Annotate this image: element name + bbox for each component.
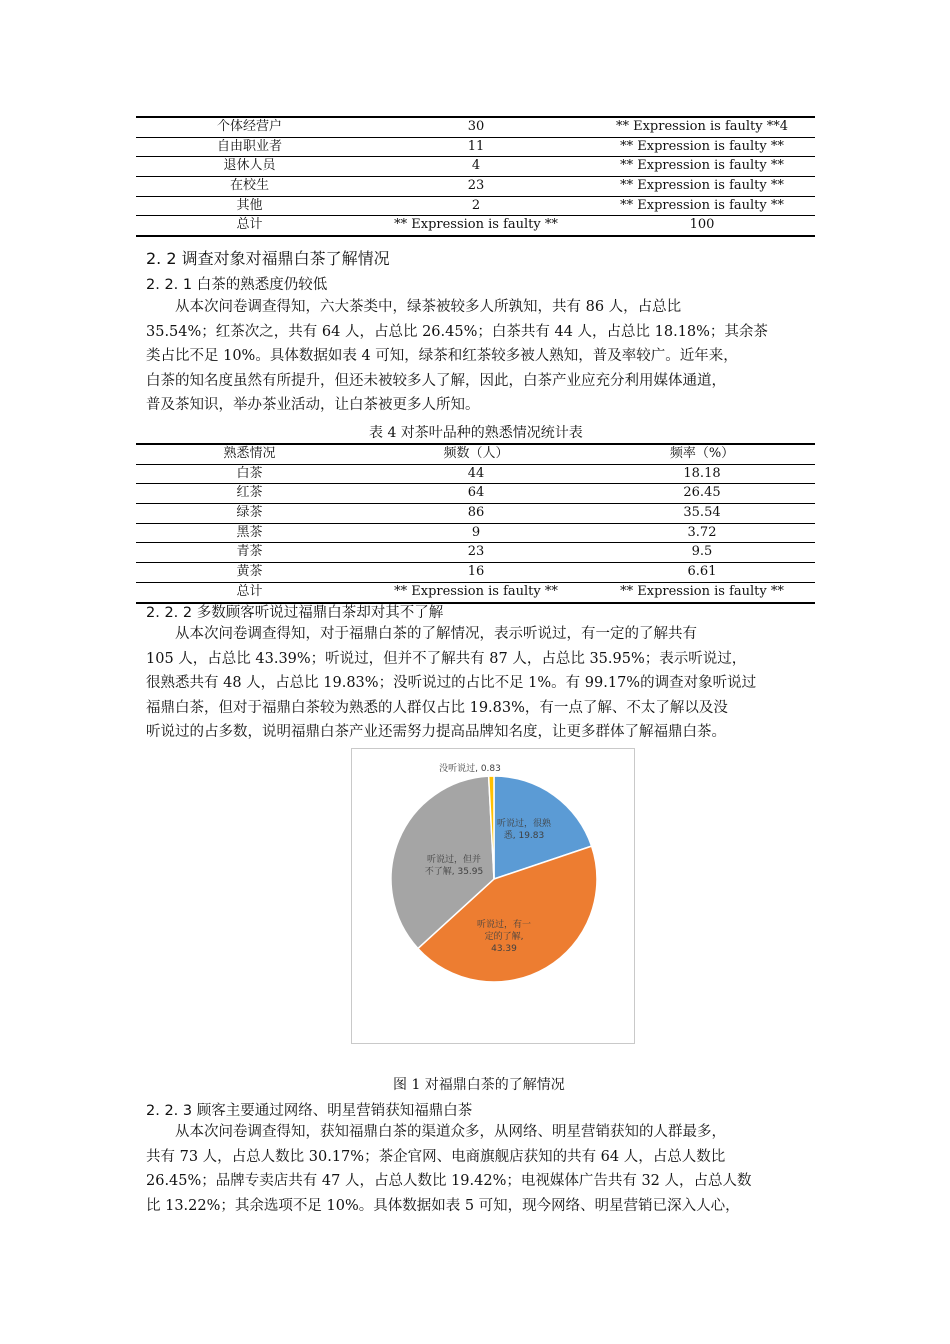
column-header: 熟悉情况 — [223, 446, 276, 461]
text-line: 35.54%；红茶次之，共有 64 人，占总比 26.45%；白茶共有 44 人，占总比 18.18%；其余茶 — [146, 323, 768, 340]
table-cell: 个体经营户 — [216, 119, 282, 134]
text-line: 很熟悉共有 48 人，占总比 19.83%；没听说过的占比不足 1%。有 99.17%的调查对象听说过 — [146, 675, 757, 691]
tea-familiarity-table — [136, 443, 815, 604]
table-cell: ** Expression is faulty ** — [394, 583, 558, 599]
table-caption: 表 4 对茶叶品种的熟悉情况统计表 — [369, 425, 583, 441]
table-cell: 35.54 — [683, 505, 721, 521]
text-line: 普及茶知识，举办茶业活动，让白茶被更多人所知。 — [146, 397, 480, 413]
table-cell: 4 — [471, 158, 481, 174]
table-cell: 红茶 — [236, 485, 263, 501]
table-row — [136, 543, 815, 563]
pie-chart-frame — [351, 748, 635, 1044]
table-cell: ** Expression is faulty **4 — [615, 119, 789, 134]
table-cell: 26.45 — [683, 485, 721, 501]
table-cell: 白茶 — [236, 465, 263, 481]
pie-slice-label: 没听说过, 0.83 — [439, 764, 501, 774]
table-cell: ** Expression is faulty ** — [620, 138, 784, 154]
table-row — [136, 563, 815, 583]
table-row — [136, 216, 815, 237]
table-cell: 6.61 — [687, 564, 717, 580]
paragraph — [146, 622, 808, 745]
section-heading: 2. 2 调查对象对福鼎白茶了解情况 — [146, 249, 390, 268]
paragraph — [146, 1120, 808, 1218]
table-header-row — [136, 443, 815, 465]
table-cell: 64 — [467, 485, 485, 501]
subsection-heading: 2. 2. 3 顾客主要通过网络、明星营销获知福鼎白茶 — [146, 1103, 473, 1119]
table-row — [136, 116, 815, 138]
table-row — [136, 524, 815, 544]
table-cell: 23 — [467, 178, 485, 194]
table-cell: 其他 — [236, 197, 263, 213]
subsection-heading: 2. 2. 2 多数顾客听说过福鼎白茶却对其不了解 — [146, 605, 444, 621]
pie-slice-label: 听说过，有一定的了解, 43.39 — [476, 920, 532, 954]
table-cell: 总计 — [236, 583, 263, 599]
text-line: 105 人，占总比 43.39%；听说过，但并不了解共有 87 人，占总比 35.95%；表示听说过， — [146, 650, 747, 667]
table-cell: 11 — [467, 138, 485, 154]
table-row — [136, 465, 815, 485]
pie-slice-label: 听说过，很熟悉, 19.83 — [496, 819, 552, 841]
table-cell: 9 — [471, 524, 481, 540]
text-line: 比 13.22%；其余选项不足 10%。具体数据如表 5 可知，现今网络、明星营销已深入人心， — [146, 1197, 740, 1214]
column-header: 频数（人） — [443, 446, 509, 461]
table-cell: 23 — [467, 544, 485, 560]
table-row — [136, 197, 815, 217]
table-cell: 16 — [467, 564, 485, 580]
table-cell: 绿茶 — [236, 505, 263, 521]
table-cell: ** Expression is faulty ** — [620, 158, 784, 174]
occupation-table — [136, 116, 815, 237]
table-row — [136, 504, 815, 524]
text-line: 26.45%；品牌专卖店共有 47 人，占总人数比 19.42%；电视媒体广告共有 32 人，占总人数 — [146, 1173, 752, 1189]
table-cell: 退休人员 — [223, 158, 276, 174]
table-cell: 在校生 — [229, 178, 269, 194]
table-cell: 44 — [467, 465, 485, 481]
text-line: 类占比不足 10%。具体数据如表 4 可知，绿茶和红茶较多被人熟知，普及率较广。近年来， — [146, 348, 738, 364]
table-cell: 黑茶 — [236, 524, 263, 540]
table-cell: 100 — [689, 217, 715, 233]
table-cell: 2 — [471, 197, 481, 213]
text-line: 福鼎白茶，但对于福鼎白茶较为熟悉的人群仅占比 19.83%，有一点了解、不太了解以及没 — [146, 699, 728, 716]
table-cell: 总计 — [236, 217, 263, 233]
table-cell: 3.72 — [687, 524, 717, 540]
table-cell: 18.18 — [683, 465, 721, 481]
table-cell: 青茶 — [236, 544, 263, 560]
text-line: 白茶的知名度虽然有所提升，但还未被较多人了解，因此，白茶产业应充分利用媒体通道， — [146, 372, 726, 389]
table-cell: 30 — [467, 119, 485, 134]
text-line: 共有 73 人，占总人数比 30.17%；茶企官网、电商旗舰店获知的共有 64 人，占总人数比 — [146, 1148, 726, 1165]
figure-caption: 图 1 对福鼎白茶的了解情况 — [393, 1077, 565, 1093]
text-line: 听说过的占多数，说明福鼎白茶产业还需努力提高品牌知名度，让更多群体了解福鼎白茶。 — [146, 724, 726, 740]
table-cell: 黄茶 — [236, 564, 263, 580]
table-cell: 自由职业者 — [216, 138, 282, 154]
table-cell: ** Expression is faulty ** — [620, 178, 784, 194]
text-line: 从本次问卷调查得知，对于福鼎白茶的了解情况，表示听说过，有一定的了解共有 — [146, 626, 697, 642]
column-header: 频率（%） — [669, 446, 735, 461]
table-row — [136, 138, 815, 158]
subsection-heading: 2. 2. 1 白茶的熟悉度仍较低 — [146, 277, 328, 293]
table-cell: 86 — [467, 505, 485, 521]
pie-slice-label: 听说过，但并不了解, 35.95 — [424, 855, 484, 877]
table-cell: 9.5 — [691, 544, 713, 560]
table-row — [136, 484, 815, 504]
pie-chart — [352, 749, 634, 1043]
text-line: 从本次问卷调查得知，六大茶类中，绿茶被较多人所孰知，共有 86 人，占总比 — [146, 299, 682, 315]
table-row — [136, 177, 815, 197]
table-cell: ** Expression is faulty ** — [620, 197, 784, 213]
table-cell: ** Expression is faulty ** — [394, 217, 558, 233]
text-line: 从本次问卷调查得知，获知福鼎白茶的渠道众多，从网络、明星营销获知的人群最多， — [146, 1124, 726, 1140]
paragraph — [146, 295, 808, 418]
table-row — [136, 157, 815, 177]
table-cell: ** Expression is faulty ** — [620, 583, 784, 599]
